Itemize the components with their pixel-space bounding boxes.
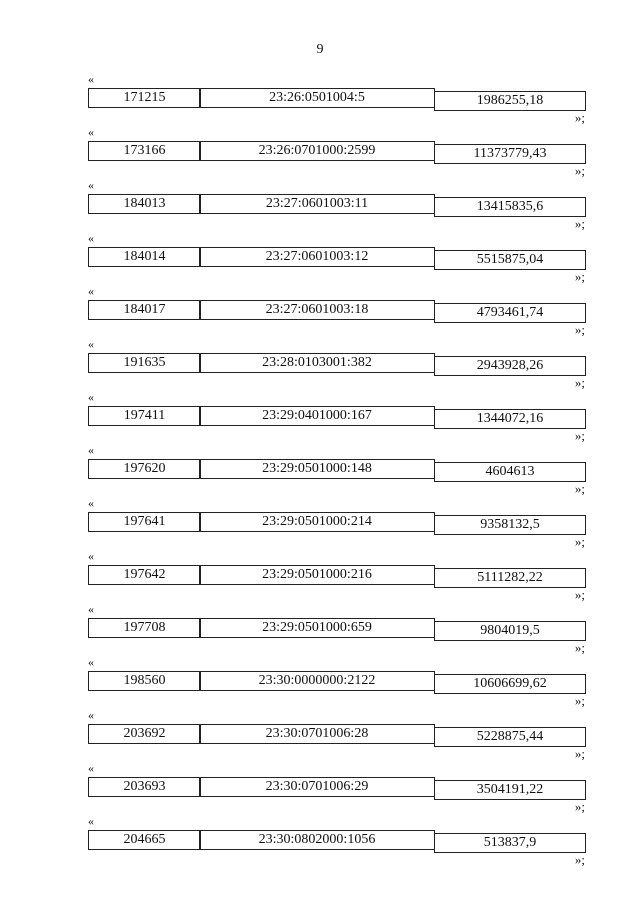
- table-row: [0, 655, 640, 708]
- value-cell: 2943928,26: [434, 356, 586, 376]
- cadastral-number-cell: 23:29:0501000:659: [199, 618, 435, 638]
- open-quote: «: [88, 337, 94, 351]
- row-cells: [88, 459, 585, 479]
- open-quote: «: [88, 231, 94, 245]
- row-cells: [88, 300, 585, 320]
- value-cell: 5111282,22: [434, 568, 586, 588]
- table-row: [0, 231, 640, 284]
- cadastral-number-cell: 23:30:0802000:1056: [199, 830, 435, 850]
- value-cell: 5515875,04: [434, 250, 586, 270]
- id-cell: 197620: [88, 459, 201, 479]
- cadastral-number-cell: 23:30:0701006:29: [199, 777, 435, 797]
- table-row: [0, 72, 640, 125]
- cadastral-number-cell: 23:30:0701006:28: [199, 724, 435, 744]
- cadastral-number-cell: 23:27:0601003:12: [199, 247, 435, 267]
- close-quote: »;: [574, 799, 585, 814]
- id-cell: 204665: [88, 830, 201, 850]
- open-quote: «: [88, 496, 94, 510]
- row-cells: [88, 671, 585, 691]
- value-cell: 4793461,74: [434, 303, 586, 323]
- close-quote: »;: [574, 375, 585, 390]
- open-quote: «: [88, 443, 94, 457]
- open-quote: «: [88, 708, 94, 722]
- value-cell: 5228875,44: [434, 727, 586, 747]
- open-quote: «: [88, 178, 94, 192]
- cadastral-number-cell: 23:27:0601003:18: [199, 300, 435, 320]
- open-quote: «: [88, 761, 94, 775]
- cadastral-number-cell: 23:29:0501000:216: [199, 565, 435, 585]
- open-quote: «: [88, 549, 94, 563]
- row-cells: [88, 88, 585, 108]
- table-row: [0, 337, 640, 390]
- value-cell: 9804019,5: [434, 621, 586, 641]
- value-cell: 3504191,22: [434, 780, 586, 800]
- close-quote: »;: [574, 163, 585, 178]
- row-cells: [88, 141, 585, 161]
- close-quote: »;: [574, 216, 585, 231]
- row-cells: [88, 565, 585, 585]
- row-cells: [88, 194, 585, 214]
- open-quote: «: [88, 655, 94, 669]
- id-cell: 197411: [88, 406, 201, 426]
- row-cells: [88, 830, 585, 850]
- close-quote: »;: [574, 693, 585, 708]
- close-quote: »;: [574, 746, 585, 761]
- row-cells: [88, 406, 585, 426]
- id-cell: 197708: [88, 618, 201, 638]
- cadastral-number-cell: 23:26:0701000:2599: [199, 141, 435, 161]
- close-quote: »;: [574, 481, 585, 496]
- open-quote: «: [88, 284, 94, 298]
- value-cell: 11373779,43: [434, 144, 586, 164]
- open-quote: «: [88, 125, 94, 139]
- table-rows: [0, 72, 640, 867]
- close-quote: »;: [574, 110, 585, 125]
- close-quote: »;: [574, 640, 585, 655]
- cadastral-number-cell: 23:27:0601003:11: [199, 194, 435, 214]
- cadastral-number-cell: 23:29:0501000:148: [199, 459, 435, 479]
- id-cell: 171215: [88, 88, 201, 108]
- table-row: [0, 602, 640, 655]
- table-row: [0, 496, 640, 549]
- id-cell: 198560: [88, 671, 201, 691]
- close-quote: »;: [574, 428, 585, 443]
- table-row: [0, 125, 640, 178]
- table-row: [0, 814, 640, 867]
- table-row: [0, 390, 640, 443]
- row-cells: [88, 247, 585, 267]
- close-quote: »;: [574, 852, 585, 867]
- cadastral-number-cell: 23:29:0401000:167: [199, 406, 435, 426]
- cadastral-number-cell: 23:26:0501004:5: [199, 88, 435, 108]
- close-quote: »;: [574, 587, 585, 602]
- id-cell: 197641: [88, 512, 201, 532]
- table-row: [0, 708, 640, 761]
- open-quote: «: [88, 602, 94, 616]
- table-row: [0, 443, 640, 496]
- value-cell: 10606699,62: [434, 674, 586, 694]
- id-cell: 203692: [88, 724, 201, 744]
- value-cell: 13415835,6: [434, 197, 586, 217]
- cadastral-number-cell: 23:30:0000000:2122: [199, 671, 435, 691]
- row-cells: [88, 353, 585, 373]
- value-cell: 4604613: [434, 462, 586, 482]
- open-quote: «: [88, 814, 94, 828]
- table-row: [0, 178, 640, 231]
- value-cell: 9358132,5: [434, 515, 586, 535]
- open-quote: «: [88, 72, 94, 86]
- row-cells: [88, 512, 585, 532]
- value-cell: 1344072,16: [434, 409, 586, 429]
- id-cell: 184013: [88, 194, 201, 214]
- value-cell: 513837,9: [434, 833, 586, 853]
- value-cell: 1986255,18: [434, 91, 586, 111]
- cadastral-number-cell: 23:28:0103001:382: [199, 353, 435, 373]
- close-quote: »;: [574, 322, 585, 337]
- open-quote: «: [88, 390, 94, 404]
- id-cell: 184014: [88, 247, 201, 267]
- id-cell: 173166: [88, 141, 201, 161]
- row-cells: [88, 618, 585, 638]
- close-quote: »;: [574, 269, 585, 284]
- id-cell: 197642: [88, 565, 201, 585]
- id-cell: 203693: [88, 777, 201, 797]
- page-number: 9: [316, 42, 324, 57]
- id-cell: 191635: [88, 353, 201, 373]
- table-row: [0, 761, 640, 814]
- cadastral-number-cell: 23:29:0501000:214: [199, 512, 435, 532]
- table-row: [0, 284, 640, 337]
- row-cells: [88, 724, 585, 744]
- close-quote: »;: [574, 534, 585, 549]
- row-cells: [88, 777, 585, 797]
- id-cell: 184017: [88, 300, 201, 320]
- table-row: [0, 549, 640, 602]
